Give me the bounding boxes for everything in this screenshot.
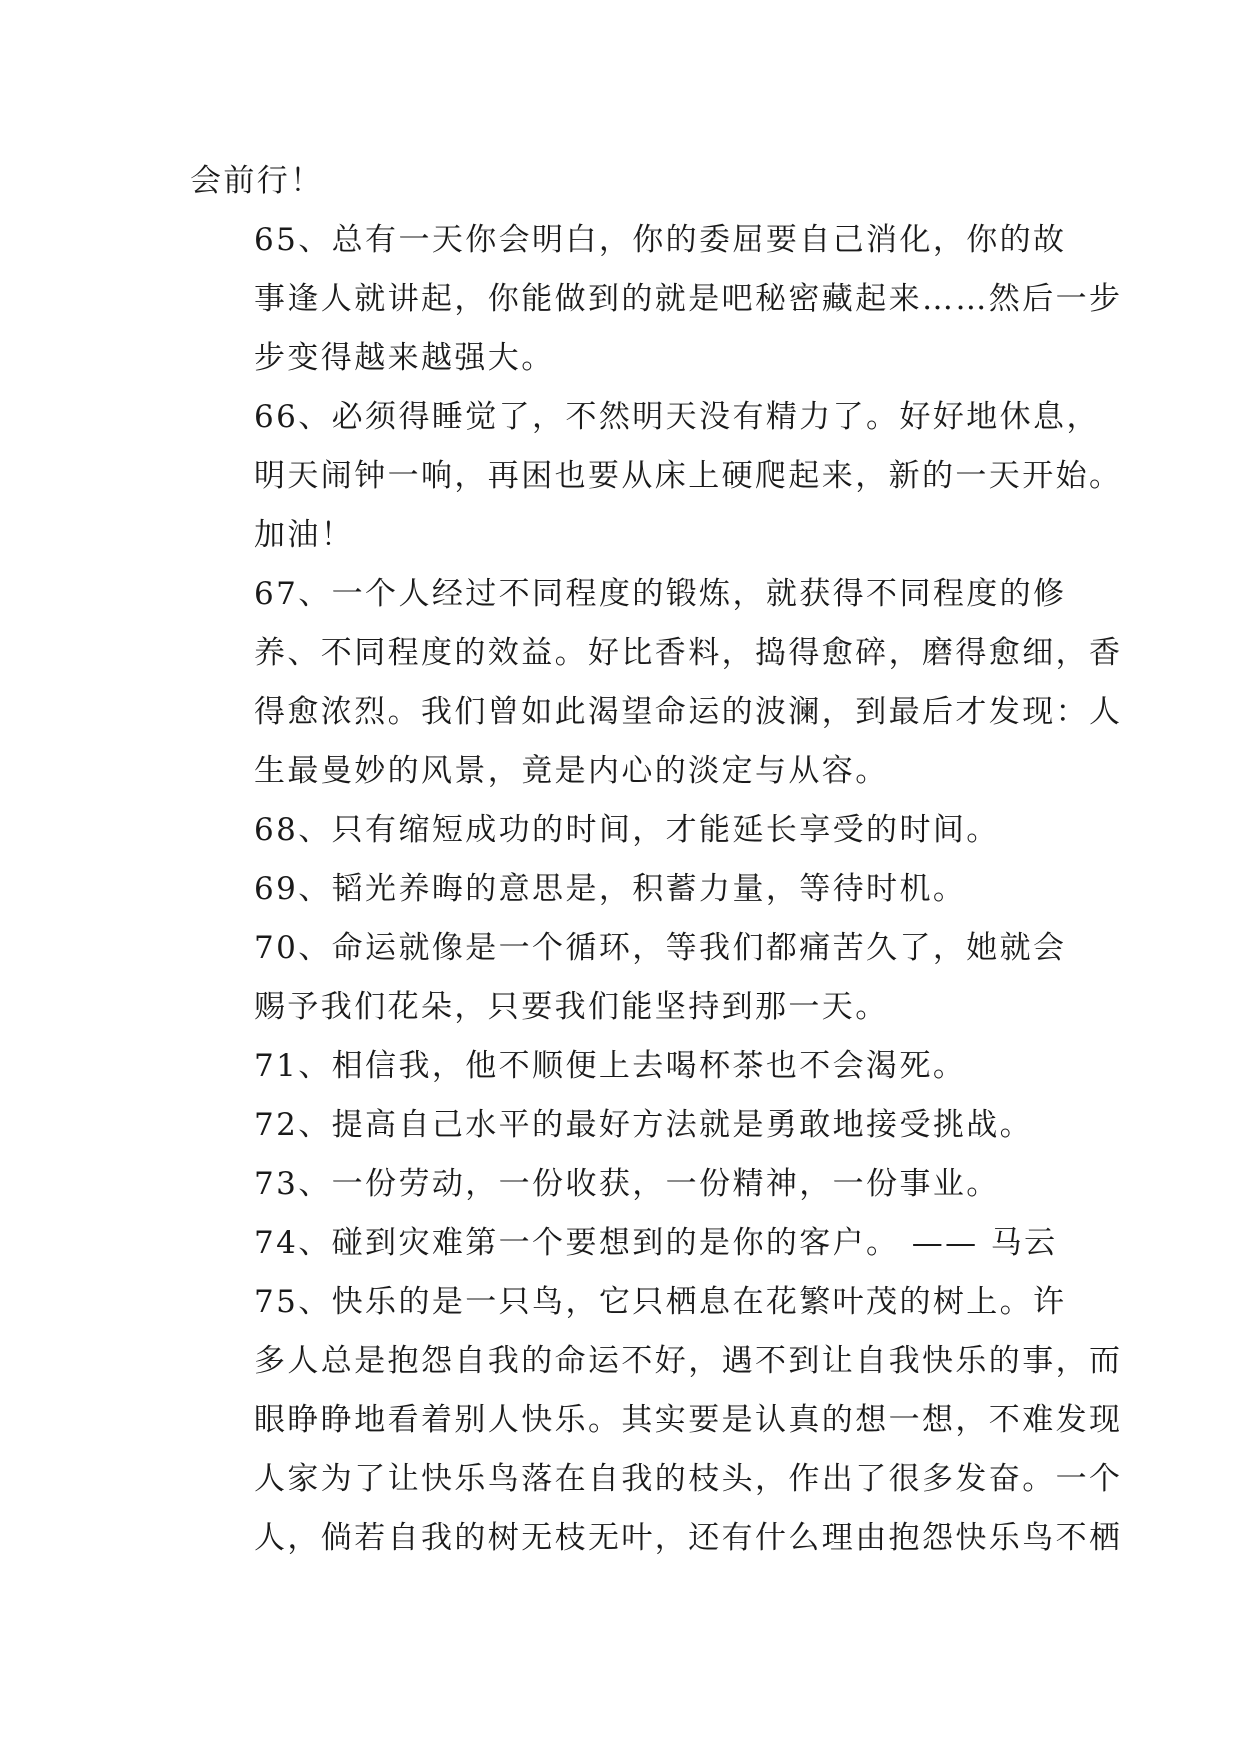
text-line: 67、一个人经过不同程度的锻炼，就获得不同程度的修: [254, 576, 1067, 612]
text-line: 赐予我们花朵，只要我们能坚持到那一天。: [254, 989, 889, 1025]
text-line: 明天闹钟一响，再困也要从床上硬爬起来，新的一天开始。: [254, 458, 1123, 494]
paragraph-68: [190, 801, 1060, 860]
text-line: 会前行！: [190, 163, 324, 199]
text-line: 事逢人就讲起，你能做到的就是吧秘密藏起来……然后一步: [254, 281, 1123, 317]
text-line: 得愈浓烈。我们曾如此渴望命运的波澜，到最后才发现：人: [254, 694, 1123, 730]
paragraph-69: [190, 860, 1060, 919]
paragraph-75: [190, 1273, 1123, 1568]
paragraph-70: [190, 919, 1067, 1037]
text-line: 73、一份劳动，一份收获，一份精神，一份事业。: [254, 1166, 1000, 1202]
paragraph-66: [190, 388, 1123, 565]
paragraph-71: [190, 1037, 1060, 1096]
text-line: 69、韬光养晦的意思是，积蓄力量，等待时机。: [254, 871, 967, 907]
text-line: 68、只有缩短成功的时间，才能延长享受的时间。: [254, 812, 1000, 848]
paragraph-74: [190, 1214, 1060, 1273]
paragraph-72: [190, 1096, 1060, 1155]
text-line: 眼睁睁地看着别人快乐。其实要是认真的想一想，不难发现: [254, 1402, 1123, 1438]
text-line: 75、快乐的是一只鸟，它只栖息在花繁叶茂的树上。许: [254, 1284, 1067, 1320]
text-line: 养、不同程度的效益。好比香料，捣得愈碎，磨得愈细，香: [254, 635, 1123, 671]
paragraph-65: [190, 211, 1123, 388]
document-body: [190, 152, 1123, 1568]
text-line: 66、必须得睡觉了，不然明天没有精力了。好好地休息，: [254, 399, 1100, 435]
text-line: 65、总有一天你会明白，你的委屈要自己消化，你的故: [254, 222, 1067, 258]
text-line: 多人总是抱怨自我的命运不好，遇不到让自我快乐的事，而: [254, 1343, 1123, 1379]
text-line: 70、命运就像是一个循环，等我们都痛苦久了，她就会: [254, 930, 1067, 966]
text-line: 74、碰到灾难第一个要想到的是你的客户。 —— 马云: [254, 1225, 1058, 1261]
paragraph-continuation: [190, 152, 1060, 211]
text-line: 步变得越来越强大。: [254, 340, 555, 376]
text-line: 71、相信我，他不顺便上去喝杯茶也不会渴死。: [254, 1048, 967, 1084]
text-line: 加油！: [254, 517, 355, 553]
paragraph-67: [190, 565, 1123, 801]
text-line: 人，倘若自我的树无枝无叶，还有什么理由抱怨快乐鸟不栖: [254, 1520, 1123, 1556]
text-line: 生最曼妙的风景，竟是内心的淡定与从容。: [254, 753, 889, 789]
text-line: 72、提高自己水平的最好方法就是勇敢地接受挑战。: [254, 1107, 1034, 1143]
text-line: 人家为了让快乐鸟落在自我的枝头，作出了很多发奋。一个: [254, 1461, 1123, 1497]
paragraph-73: [190, 1155, 1060, 1214]
